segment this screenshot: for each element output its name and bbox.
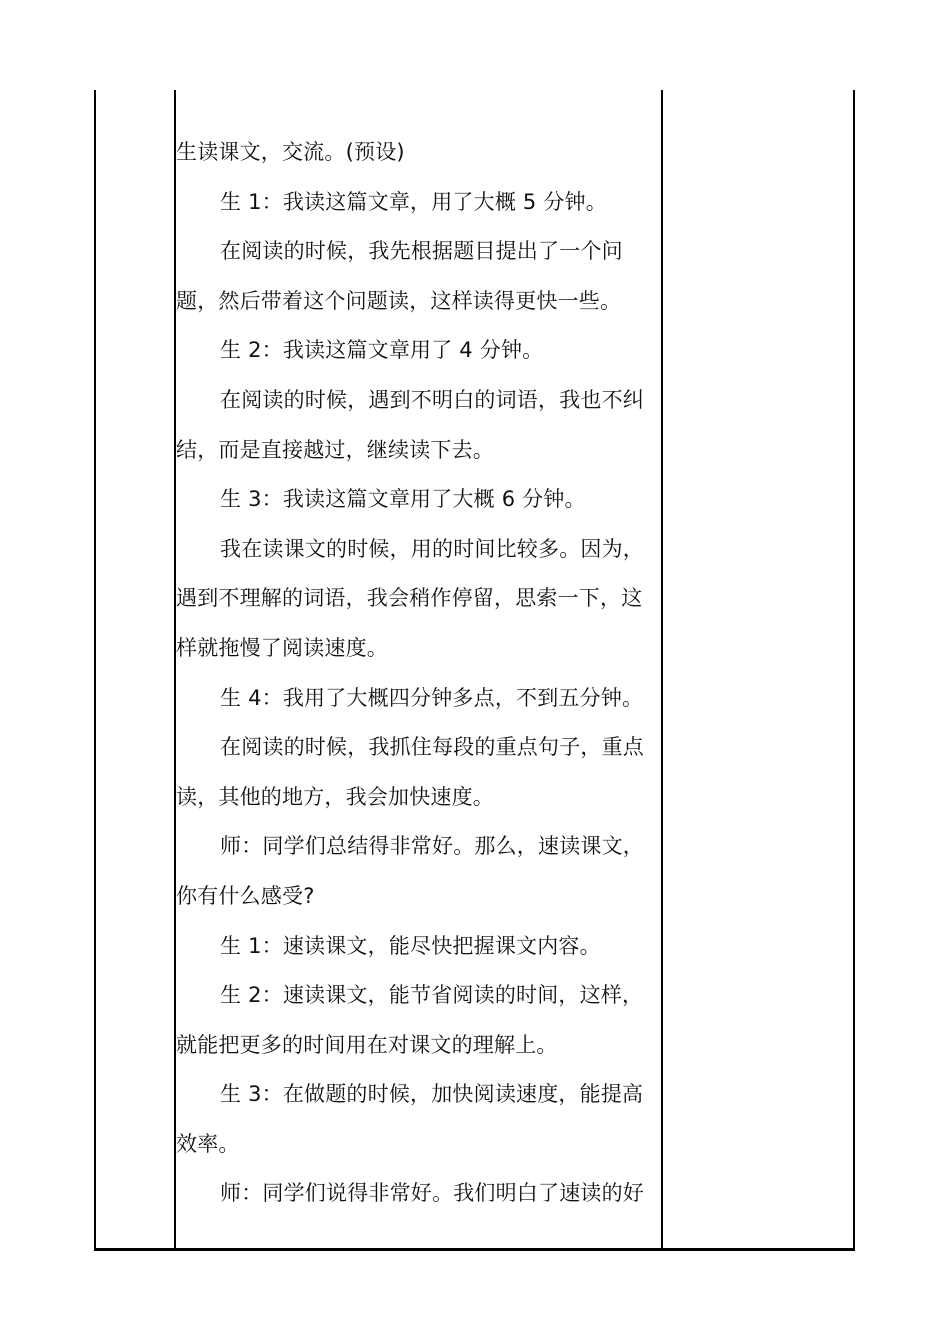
text-line: 我在读课文的时候，用的时间比较多。因为， [220, 536, 644, 561]
lesson-content-cell [176, 128, 662, 1219]
text-line: 生 1：我读这篇文章，用了大概 5 分钟。 [220, 189, 607, 214]
text-line: 生 4：我用了大概四分钟多点，不到五分钟。 [220, 685, 644, 710]
text-line: 遇到不理解的词语，我会稍作停留，思索一下，这 [176, 586, 643, 611]
text-line: 结，而是直接越过，继续读下去。 [176, 437, 494, 462]
table-border-left [94, 90, 96, 1250]
text-line: 在阅读的时候，我抓住每段的重点句子，重点 [220, 735, 644, 760]
text-line: 生 1：速读课文，能尽快把握课文内容。 [220, 933, 601, 958]
text-line: 师：同学们总结得非常好。那么，速读课文， [220, 834, 644, 859]
text-line: 生 3：我读这篇文章用了大概 6 分钟。 [220, 487, 586, 512]
text-line: 就能把更多的时间用在对课文的理解上。 [176, 1032, 558, 1057]
text-line: 样就拖慢了阅读速度。 [176, 635, 388, 660]
text-line: 题，然后带着这个问题读，这样读得更快一些。 [176, 288, 622, 313]
text-line: 师：同学们说得非常好。我们明白了速读的好 [220, 1181, 644, 1206]
text-line: 生 2：我读这篇文章用了 4 分钟。 [220, 338, 544, 363]
text-line: 读，其他的地方，我会加快速度。 [176, 784, 494, 809]
text-line: 在阅读的时候，我先根据题目提出了一个问 [220, 239, 623, 264]
text-line: 生读课文，交流。(预设) [176, 140, 405, 164]
table-border-bottom [94, 1248, 855, 1251]
text-line: 在阅读的时候，遇到不明白的词语，我也不纠 [220, 387, 644, 412]
text-line: 你有什么感受? [176, 883, 315, 908]
text-line: 生 3：在做题的时候，加快阅读速度，能提高 [220, 1082, 644, 1107]
text-line: 生 2：速读课文，能节省阅读的时间，这样， [220, 983, 644, 1008]
text-line: 效率。 [176, 1131, 240, 1156]
table-border-right [853, 90, 855, 1250]
